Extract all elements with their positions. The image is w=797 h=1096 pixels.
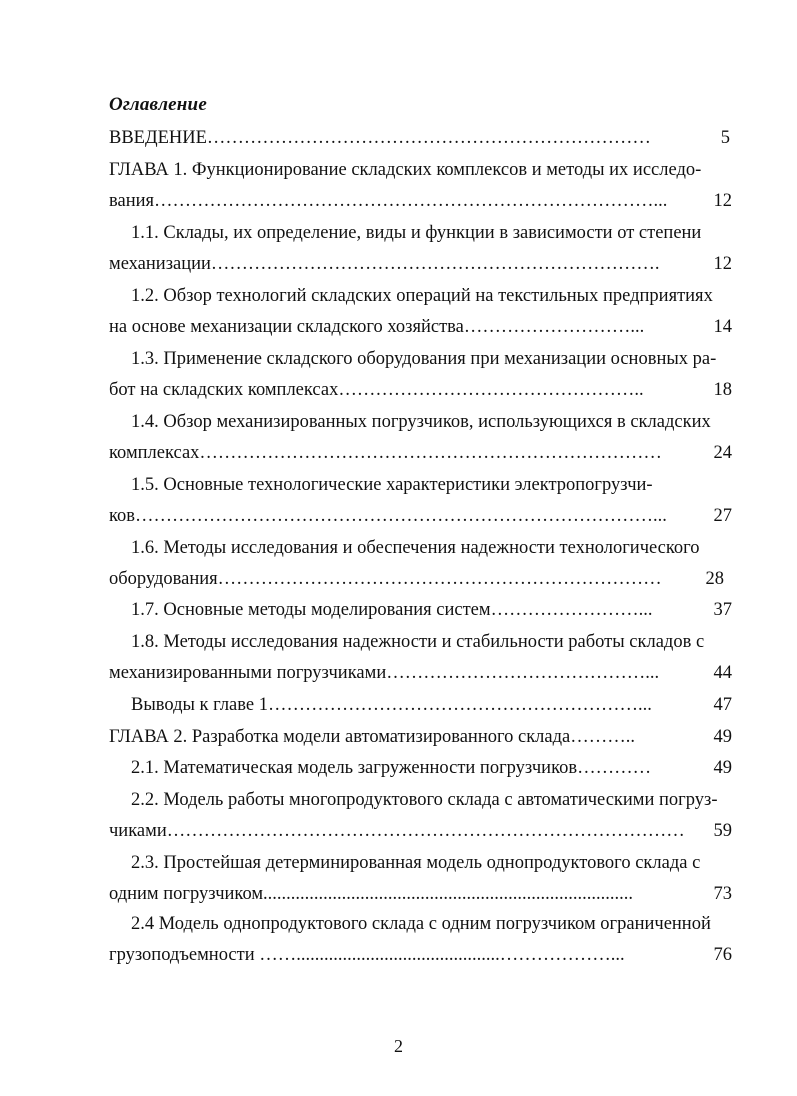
toc-page-number: 44 bbox=[713, 663, 732, 683]
toc-entry-2-4: 2.4 Модель однопродуктового склада с одним погрузчиком ограниченной bbox=[131, 914, 711, 934]
toc-entry-2-2-cont: чиками………………………………………………………………………… bbox=[109, 821, 685, 841]
toc-page-number: 76 bbox=[713, 945, 732, 965]
toc-entry-1-5-cont: ков…………………………………………………………………………... bbox=[109, 506, 667, 526]
toc-entry-1-7: 1.7. Основные методы моделирования систем……………………... bbox=[131, 600, 653, 620]
toc-entry-chapter-1: ГЛАВА 1. Функционирование складских комплексов и методы их исследо- bbox=[109, 160, 702, 180]
toc-page-number: 49 bbox=[713, 758, 732, 778]
toc-page-number: 18 bbox=[713, 380, 732, 400]
toc-entry-1-1: 1.1. Склады, их определение, виды и функции в зависимости от степени bbox=[131, 223, 702, 243]
toc-page-number: 47 bbox=[713, 695, 732, 715]
toc-page-number: 27 bbox=[713, 506, 732, 526]
toc-entry-conclusions-1: Выводы к главе 1……………………………………………………... bbox=[131, 695, 652, 715]
toc-page-number: 24 bbox=[713, 443, 732, 463]
toc-entry-1-6-cont: оборудования……………………………………………………………… bbox=[109, 569, 662, 589]
toc-page-number: 5 bbox=[720, 128, 730, 148]
toc-entry-1-4-cont: комплексах………………………………………………………………… bbox=[109, 443, 662, 463]
toc-entry-1-8-cont: механизированными погрузчиками……………………………………... bbox=[109, 663, 660, 683]
toc-entry-1-4: 1.4. Обзор механизированных погрузчиков, использующихся в складских bbox=[131, 412, 711, 432]
toc-page-number: 59 bbox=[713, 821, 732, 841]
toc-entry-1-3: 1.3. Применение складского оборудования при механизации основных ра- bbox=[131, 349, 717, 369]
toc-entry-1-6: 1.6. Методы исследования и обеспечения надежности технологического bbox=[131, 538, 700, 558]
toc-page-number: 14 bbox=[713, 317, 732, 337]
toc-page-number: 37 bbox=[713, 600, 732, 620]
toc-page-number: 28 bbox=[705, 569, 724, 589]
toc-entry-chapter-1-cont: вания………………………………………………………………………... bbox=[109, 191, 668, 211]
toc-page-number: 49 bbox=[713, 727, 732, 747]
toc-entry-2-3: 2.3. Простейшая детерминированная модель однопродуктового склада с bbox=[131, 853, 701, 873]
toc-heading: Оглавление bbox=[109, 94, 207, 115]
toc-entry-2-1: 2.1. Математическая модель загруженности погрузчиков………… bbox=[131, 758, 652, 778]
page-footer-number: 2 bbox=[394, 1036, 403, 1056]
toc-entry-1-5: 1.5. Основные технологические характеристики электропогрузчи- bbox=[131, 475, 653, 495]
toc-entry-introduction: ВВЕДЕНИЕ……………………………………………………………… bbox=[109, 128, 651, 148]
toc-entry-chapter-2: ГЛАВА 2. Разработка модели автоматизированного склада……….. bbox=[109, 727, 635, 747]
toc-entry-2-2: 2.2. Модель работы многопродуктового склада с автоматическими погруз- bbox=[131, 790, 718, 810]
toc-entry-1-3-cont: бот на складских комплексах………………………………………….. bbox=[109, 380, 644, 400]
toc-entry-2-3-cont: одним погрузчиком................................................................................ bbox=[109, 884, 634, 904]
toc-entry-1-1-cont: механизации………………………………………………………………. bbox=[109, 254, 660, 274]
toc-entry-2-4-cont: грузоподъемности ……............................................………………... bbox=[109, 945, 625, 965]
toc-entry-1-8: 1.8. Методы исследования надежности и стабильности работы складов с bbox=[131, 632, 705, 652]
toc-page-number: 12 bbox=[713, 191, 732, 211]
toc-page-number: 12 bbox=[713, 254, 732, 274]
toc-entry-1-2-cont: на основе механизации складского хозяйства………………………... bbox=[109, 317, 645, 337]
toc-entry-1-2: 1.2. Обзор технологий складских операций на текстильных предприятиях bbox=[131, 286, 713, 306]
toc-page-number: 73 bbox=[713, 884, 732, 904]
